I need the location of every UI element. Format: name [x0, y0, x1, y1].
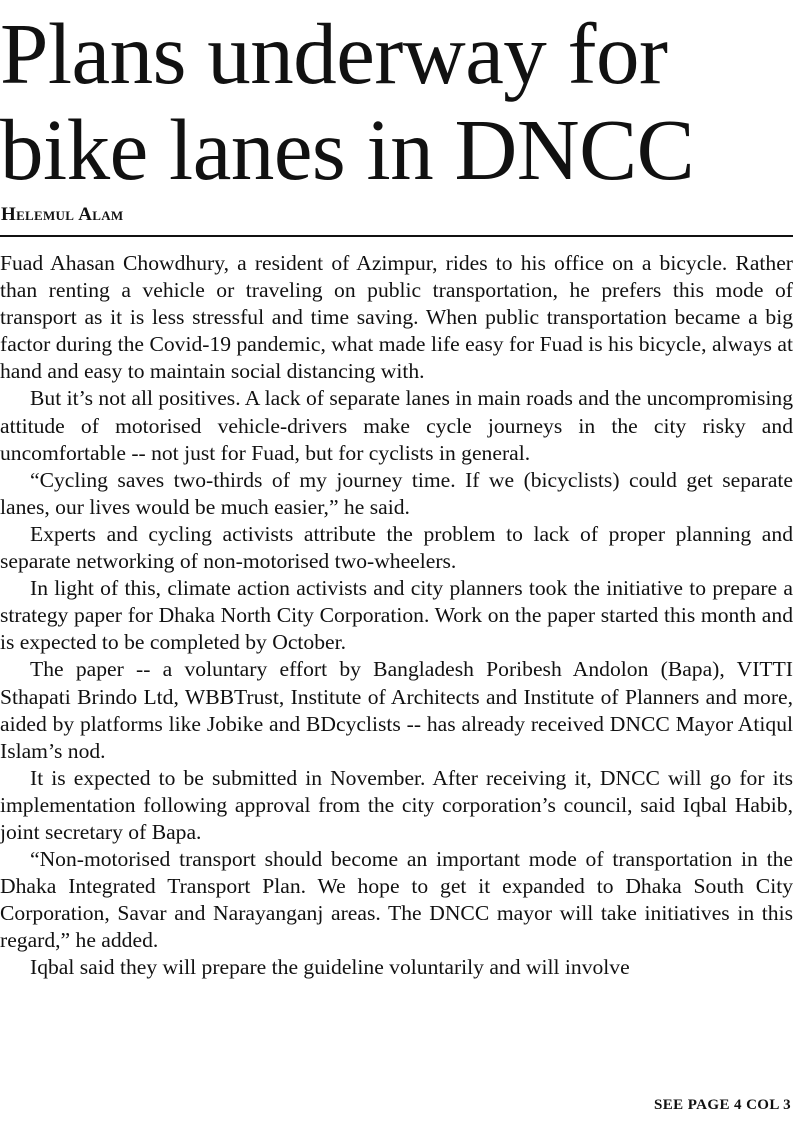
- continuation-jump: SEE PAGE 4 COL 3: [654, 1097, 791, 1113]
- paragraph: “Cycling saves two-thirds of my journey time. If we (bicyclists) could get separate lanes, our lives would be much easier,” he said.: [0, 467, 793, 519]
- article-body: [0, 250, 793, 982]
- paragraph: “Non-motorised transport should become an important mode of transportation in the Dhaka Integrated Transport Plan. We hope to get it expanded to Dhaka South City Corporation, Savar and Narayanganj areas. The DNCC mayor will take initiatives in this regard,” he added.: [0, 847, 793, 953]
- paragraph: In light of this, climate action activists and city planners took the initiative to prepare a strategy paper for Dhaka North City Corporation. Work on the paper started this month and is expected to be completed by October.: [0, 576, 793, 655]
- byline: Helemul Alam: [1, 204, 124, 225]
- paragraph: Experts and cycling activists attribute the problem to lack of proper planning and separate networking of non-motorised two-wheelers.: [0, 521, 793, 574]
- headline-line-2: bike lanes in DNCC: [0, 101, 695, 198]
- paragraph: It is expected to be submitted in November. After receiving it, DNCC will go for its implementation following approval from the city corporation’s council, said Iqbal Habib, joint secretary of Bapa.: [0, 765, 793, 844]
- paragraph: But it’s not all positives. A lack of separate lanes in main roads and the uncompromising attitude of motorised vehicle-drivers make cycle journeys in the city risky and uncomfortable -- not just for Fuad, but for cyclists in general.: [0, 386, 793, 465]
- headline-line-1: Plans underway for: [0, 5, 668, 102]
- paragraph: Fuad Ahasan Chowdhury, a resident of Azimpur, rides to his office on a bicycle. Rather than renting a vehicle or traveling on public transportation, he prefers this mode of transport as it is less stressful and time saving. When public transportation became a big factor during the Covid-19 pandemic, what made life easy for Fuad is his bicycle, always at hand and easy to maintain social distancing with.: [0, 251, 793, 384]
- paragraph: Iqbal said they will prepare the guideline voluntarily and will involve: [30, 955, 630, 980]
- paragraph: The paper -- a voluntary effort by Bangladesh Poribesh Andolon (Bapa), VITTI Sthapati Brindo Ltd, WBBTrust, Institute of Architects and Institute of Planners and more, aided by platforms like Jobike and BDcyclists -- has already received DNCC Mayor Atiqul Islam’s nod.: [0, 657, 793, 763]
- byline-divider: [0, 235, 793, 237]
- headline: [0, 6, 793, 198]
